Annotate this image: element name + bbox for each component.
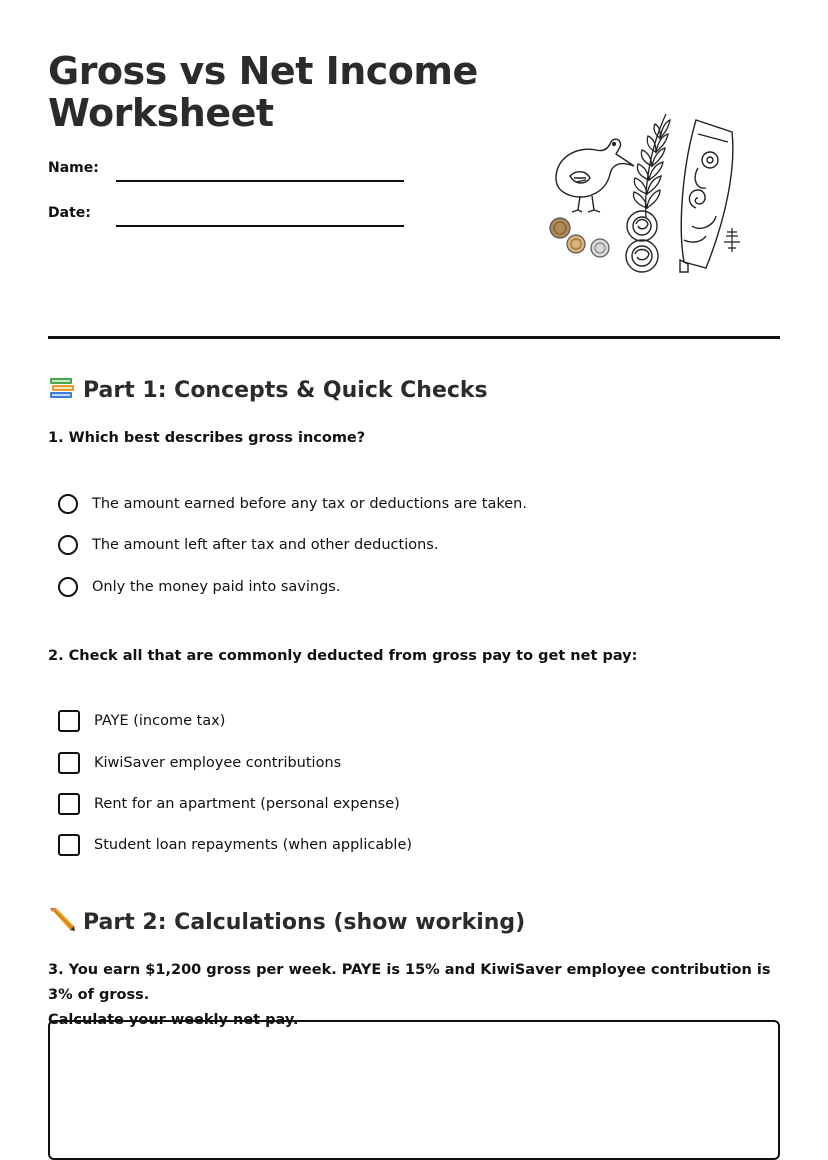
- q2-option-3-label: Rent for an apartment (personal expense): [94, 796, 400, 812]
- q2-option-2-label: KiwiSaver employee contributions: [94, 755, 342, 771]
- q1-option-3-label: Only the money paid into savings.: [92, 579, 341, 595]
- title-line-2: Worksheet: [48, 91, 274, 135]
- small-tree-icon: [724, 228, 740, 252]
- radio-button[interactable]: [58, 494, 78, 514]
- checkbox[interactable]: [58, 834, 80, 856]
- books-icon: [48, 374, 76, 400]
- checkbox[interactable]: [58, 793, 80, 815]
- q1-option-2[interactable]: [58, 533, 438, 557]
- q2-option-1[interactable]: [58, 709, 225, 733]
- nz-illustration: [546, 108, 746, 280]
- worksheet-title: [48, 50, 478, 134]
- part2-heading: [48, 906, 525, 935]
- checkbox[interactable]: [58, 710, 80, 732]
- radio-button[interactable]: [58, 577, 78, 597]
- question-2: 2. Check all that are commonly deducted from gross pay to get net pay:: [48, 648, 638, 664]
- question-3-line-2: Calculate your weekly net pay.: [48, 1012, 299, 1028]
- q2-option-2[interactable]: [58, 751, 341, 775]
- question-1: 1. Which best describes gross income?: [48, 430, 366, 446]
- q2-option-4-label: Student loan repayments (when applicable): [94, 837, 413, 853]
- part2-title: Part 2: Calculations (show working): [83, 910, 526, 935]
- carved-rounds-icon: [626, 211, 658, 272]
- q1-option-3[interactable]: [58, 575, 340, 599]
- q2-option-4[interactable]: [58, 833, 412, 857]
- radio-button[interactable]: [58, 535, 78, 555]
- checkbox[interactable]: [58, 752, 80, 774]
- q2-option-3[interactable]: [58, 792, 400, 816]
- section-divider: [48, 336, 780, 339]
- working-answer-box[interactable]: [48, 1020, 780, 1160]
- pencil-icon: [48, 906, 76, 932]
- part1-title: Part 1: Concepts & Quick Checks: [83, 378, 488, 403]
- name-field[interactable]: [116, 180, 404, 182]
- q1-option-1[interactable]: [58, 492, 527, 516]
- fern-icon: [634, 114, 670, 218]
- name-label: Name:: [48, 160, 99, 176]
- q2-option-1-label: PAYE (income tax): [94, 713, 226, 729]
- part1-heading: [48, 374, 488, 403]
- q1-option-1-label: The amount earned before any tax or deductions are taken.: [92, 496, 527, 512]
- coins-icon: [550, 218, 609, 257]
- carved-pounamu-icon: [680, 120, 733, 272]
- title-line-1: Gross vs Net Income: [48, 49, 478, 93]
- date-field[interactable]: [116, 225, 404, 227]
- q1-option-2-label: The amount left after tax and other deductions.: [92, 537, 439, 553]
- question-3-line-1: 3. You earn $1,200 gross per week. PAYE is 15% and KiwiSaver employee contribution is 3% of gross.: [48, 962, 771, 1003]
- date-label: Date:: [48, 205, 91, 221]
- kiwi-bird-icon: [556, 139, 634, 212]
